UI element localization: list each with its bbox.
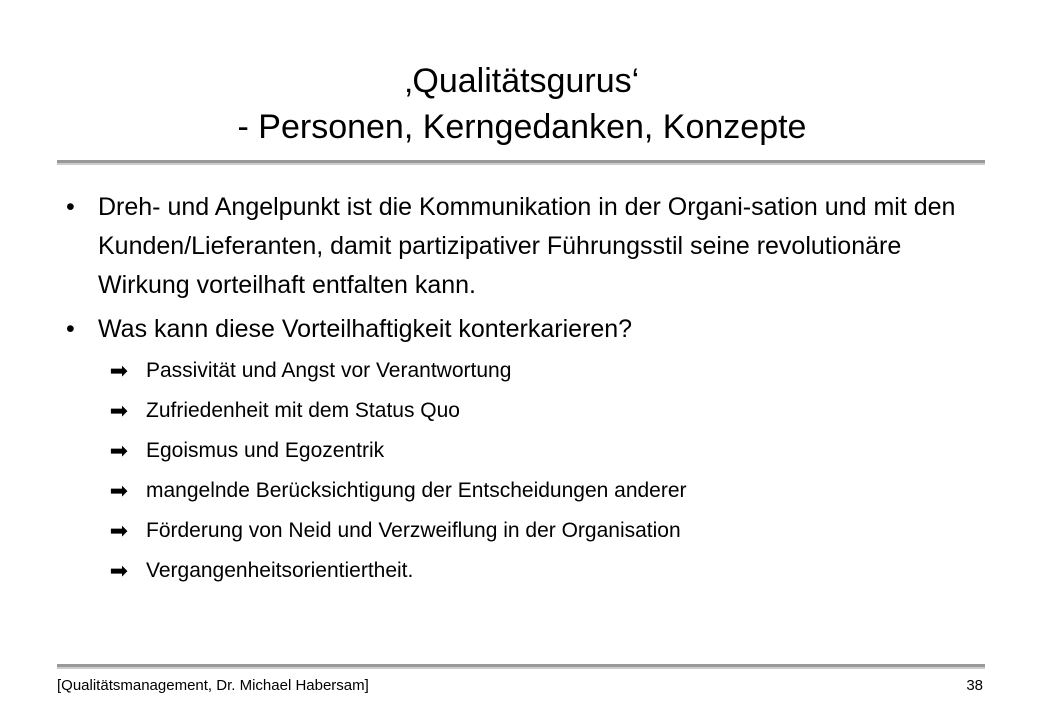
page-number: 38 <box>966 677 983 694</box>
slide-title <box>60 58 984 150</box>
bullet-dot-icon: • <box>66 315 75 343</box>
bullet-list <box>64 188 964 596</box>
sub-bullet-item <box>98 431 964 471</box>
arrow-right-icon: ➡ <box>109 358 128 383</box>
sub-bullet-list <box>98 351 964 591</box>
title-line-1: ‚Qualitätsgurus‘ <box>404 62 640 100</box>
arrow-right-icon: ➡ <box>109 558 128 583</box>
sub-bullet-text: Zufriedenheit mit dem Status Quo <box>146 399 460 422</box>
sub-bullet-text: Vergangenheitsorientiertheit. <box>146 559 414 582</box>
title-line-2: - Personen, Kerngedanken, Konzepte <box>237 108 807 146</box>
arrow-right-icon: ➡ <box>109 398 128 423</box>
sub-bullet-text: Egoismus und Egozentrik <box>146 439 385 462</box>
bullet-item <box>64 310 964 591</box>
sub-bullet-text: mangelnde Berücksichtigung der Entscheidungen anderer <box>146 479 687 502</box>
sub-bullet-item <box>98 471 964 511</box>
title-divider <box>57 160 985 165</box>
sub-bullet-text: Passivität und Angst vor Verantwortung <box>146 359 512 382</box>
sub-bullet-item <box>98 391 964 431</box>
sub-bullet-item <box>98 551 964 591</box>
arrow-right-icon: ➡ <box>109 438 128 463</box>
arrow-right-icon: ➡ <box>109 478 128 503</box>
bullet-text: Was kann diese Vorteilhaftigkeit konterkarieren? <box>98 315 633 343</box>
sub-bullet-text: Förderung von Neid und Verzweiflung in der Organisation <box>146 519 681 542</box>
sub-bullet-item <box>98 351 964 391</box>
bullet-dot-icon: • <box>66 193 75 221</box>
footer-citation: [Qualitätsmanagement, Dr. Michael Habersam] <box>57 677 369 694</box>
bullet-item <box>64 188 964 305</box>
bullet-text: Dreh- und Angelpunkt ist die Kommunikation in der Organi-sation und mit den Kunden/Lieferanten, damit partizipativer Führungsstil seine revolutionäre Wirkung vorteilhaft entfalten kann. <box>98 193 956 299</box>
arrow-right-icon: ➡ <box>109 518 128 543</box>
sub-bullet-item <box>98 511 964 551</box>
footer-divider <box>57 664 985 669</box>
